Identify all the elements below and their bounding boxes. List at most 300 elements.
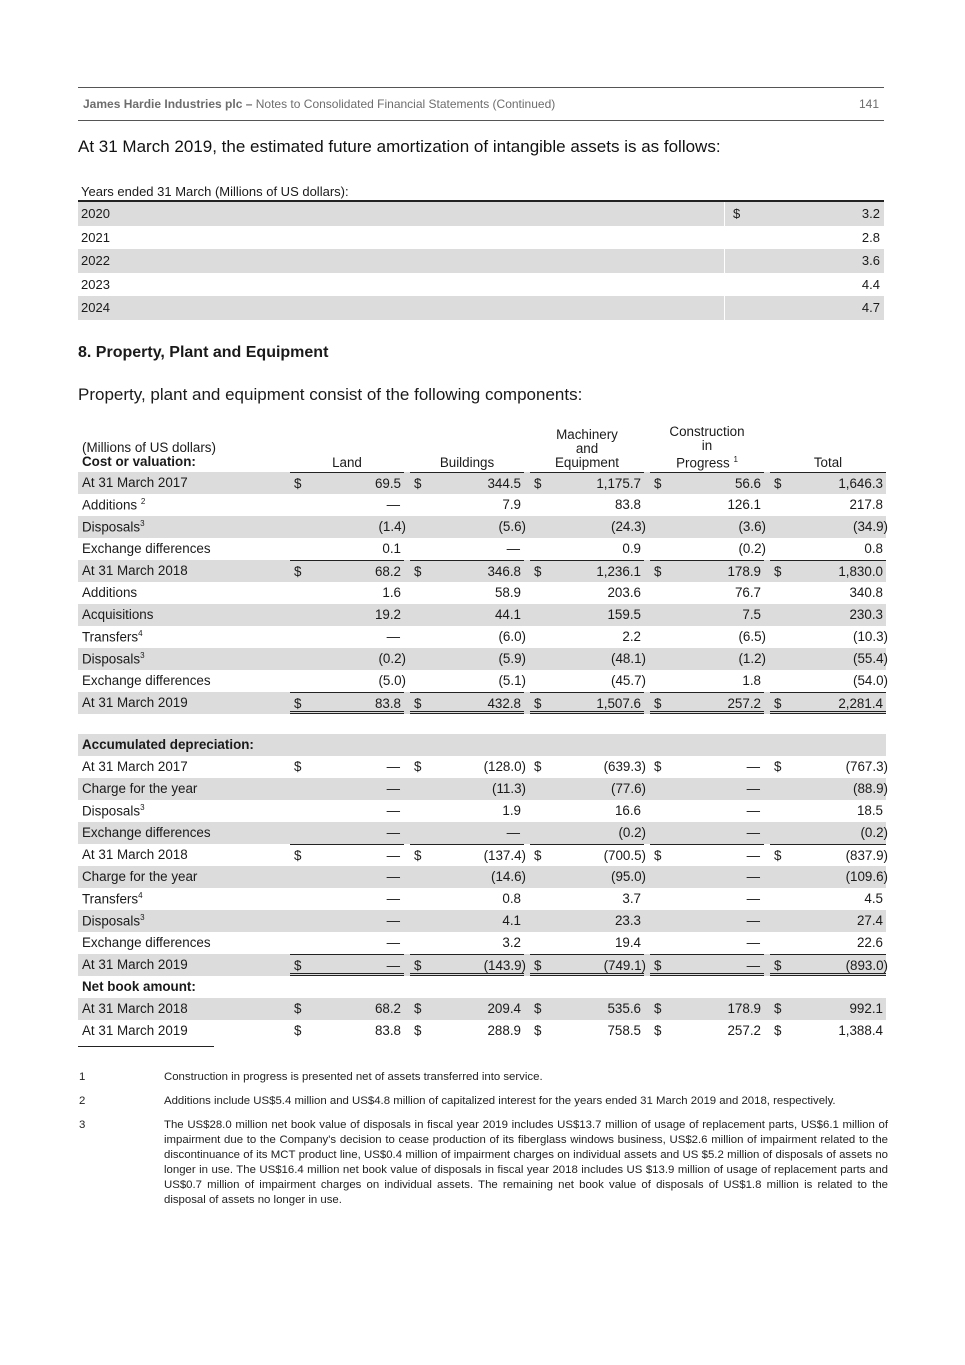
row-label bbox=[82, 651, 145, 666]
value-cell bbox=[770, 910, 886, 932]
value-cell bbox=[290, 648, 404, 670]
value-cell bbox=[410, 582, 524, 604]
header-subtitle: Notes to Consolidated Financial Statements (Continued) bbox=[255, 97, 556, 111]
value-cell bbox=[650, 538, 764, 560]
amount-value: 1,236.1 bbox=[596, 564, 641, 579]
table-row bbox=[78, 648, 886, 670]
table-row bbox=[78, 778, 886, 800]
value-cell bbox=[770, 670, 886, 692]
footnote-text: Construction in progress is presented net of assets transferred into service. bbox=[164, 1071, 543, 1083]
amount-value: (5.6) bbox=[498, 519, 526, 534]
amount-value: (1.2) bbox=[738, 651, 766, 666]
amount-value: 68.2 bbox=[374, 1001, 401, 1016]
amount-value: (6.5) bbox=[738, 629, 766, 644]
amount-value: (24.3) bbox=[611, 519, 646, 534]
value-cell bbox=[410, 604, 524, 626]
amount-value: 288.9 bbox=[487, 1023, 521, 1038]
table-row bbox=[78, 582, 886, 604]
row-label bbox=[82, 475, 188, 490]
amount-value: 2.2 bbox=[622, 629, 641, 644]
row-label-text: At 31 March 2018 bbox=[82, 1001, 188, 1016]
value-cell bbox=[650, 756, 764, 778]
amount-value: — bbox=[386, 935, 400, 950]
row-label-text: Acquisitions bbox=[82, 607, 154, 622]
row-label-text: Exchange differences bbox=[82, 541, 211, 556]
amount-value: 0.1 bbox=[382, 541, 401, 556]
running-header bbox=[78, 87, 884, 121]
currency-symbol: $ bbox=[534, 848, 542, 863]
row-label bbox=[82, 825, 211, 840]
row-label-text: Exchange differences bbox=[82, 935, 211, 950]
value-cell bbox=[530, 472, 644, 494]
value-cell bbox=[290, 844, 404, 866]
amount-value: 19.4 bbox=[614, 935, 641, 950]
value-cell bbox=[290, 692, 404, 714]
value-cell bbox=[770, 844, 886, 866]
row-label bbox=[82, 497, 145, 512]
amount-value: 4.4 bbox=[861, 276, 880, 292]
amortization-table bbox=[78, 182, 884, 320]
amount-value: — bbox=[386, 629, 400, 644]
row-label bbox=[82, 869, 197, 884]
value-cell bbox=[530, 910, 644, 932]
amount-value: (0.2) bbox=[860, 825, 888, 840]
amount-value: (0.2) bbox=[378, 651, 406, 666]
value-cell bbox=[770, 560, 886, 582]
value-cell bbox=[770, 778, 886, 800]
value-cell bbox=[410, 800, 524, 822]
value-cell bbox=[530, 560, 644, 582]
amount-value: — bbox=[506, 825, 520, 840]
amortization-row bbox=[78, 226, 884, 250]
currency-symbol: $ bbox=[774, 1023, 782, 1038]
footnote-ref: 4 bbox=[138, 629, 143, 638]
value-cell bbox=[410, 954, 524, 976]
amount-value: 1,830.0 bbox=[838, 564, 883, 579]
value-cell bbox=[650, 560, 764, 582]
amount-value: 3.2 bbox=[502, 935, 521, 950]
table-row bbox=[78, 626, 886, 648]
row-label-text: Disposals bbox=[82, 651, 141, 667]
amount-value: — bbox=[386, 497, 400, 512]
value-cell bbox=[290, 560, 404, 582]
amount-value: 7.9 bbox=[502, 497, 521, 512]
row-label bbox=[82, 759, 188, 774]
amount-value: (5.0) bbox=[378, 673, 406, 688]
value-cell bbox=[650, 778, 764, 800]
currency-symbol: $ bbox=[294, 958, 302, 973]
amortization-row bbox=[78, 202, 884, 226]
amount-value: 2.8 bbox=[861, 229, 880, 245]
currency-symbol: $ bbox=[294, 476, 302, 491]
amount-value: 432.8 bbox=[487, 696, 521, 711]
value-cell bbox=[290, 888, 404, 910]
value-cell bbox=[770, 516, 886, 538]
amount-value: 257.2 bbox=[727, 1023, 761, 1038]
currency-symbol: $ bbox=[294, 759, 302, 774]
value-cell bbox=[290, 932, 404, 954]
footnote bbox=[78, 1094, 888, 1109]
amount-value: (639.3) bbox=[603, 759, 646, 774]
table-row bbox=[78, 822, 886, 844]
amount-value: 3.7 bbox=[622, 891, 641, 906]
amount-value: 230.3 bbox=[849, 607, 883, 622]
amount-value: 2,281.4 bbox=[838, 696, 883, 711]
currency-symbol: $ bbox=[733, 206, 741, 222]
amount-value: (45.7) bbox=[611, 673, 646, 688]
value-cell bbox=[650, 932, 764, 954]
currency-symbol: $ bbox=[414, 476, 422, 491]
row-label-text: Accumulated depreciation: bbox=[82, 737, 254, 752]
amount-value: 126.1 bbox=[727, 497, 761, 512]
currency-symbol: $ bbox=[534, 696, 542, 711]
table-row bbox=[78, 800, 886, 822]
footnote bbox=[78, 1118, 888, 1208]
footnote-number: 1 bbox=[79, 1071, 86, 1083]
table-row bbox=[78, 910, 886, 932]
value-cell bbox=[650, 844, 764, 866]
amount-value: (48.1) bbox=[611, 651, 646, 666]
value-cell bbox=[290, 582, 404, 604]
row-label-text: Net book amount: bbox=[82, 979, 196, 994]
currency-symbol: $ bbox=[294, 1001, 302, 1016]
column-divider bbox=[724, 273, 725, 297]
currency-symbol: $ bbox=[654, 759, 662, 774]
column-header-line: Construction bbox=[669, 423, 745, 439]
column-header-line: Buildings bbox=[439, 455, 495, 470]
currency-symbol: $ bbox=[774, 476, 782, 491]
amount-value: 1.9 bbox=[502, 803, 521, 818]
row-label-text: At 31 March 2017 bbox=[82, 759, 188, 774]
value-cell bbox=[770, 538, 886, 560]
currency-symbol: $ bbox=[534, 759, 542, 774]
amount-value: 0.8 bbox=[502, 891, 521, 906]
column-divider bbox=[724, 296, 725, 320]
value-cell bbox=[410, 626, 524, 648]
value-cell bbox=[290, 998, 404, 1020]
row-label-text: Charge for the year bbox=[82, 781, 198, 796]
currency-symbol: $ bbox=[534, 476, 542, 491]
value-cell bbox=[410, 472, 524, 494]
amount-value: — bbox=[386, 848, 400, 863]
value-cell bbox=[530, 538, 644, 560]
amortization-intro: At 31 March 2019, the estimated future amortization of intangible assets is as follows: bbox=[78, 137, 721, 156]
value-cell bbox=[650, 954, 764, 976]
value-cell bbox=[530, 932, 644, 954]
value-cell bbox=[530, 692, 644, 714]
section-title: 8. Property, Plant and Equipment bbox=[78, 344, 329, 361]
row-label-text: Exchange differences bbox=[82, 673, 211, 688]
footnote-ref: 2 bbox=[140, 497, 146, 506]
value-cell bbox=[770, 756, 886, 778]
amount-value: 16.6 bbox=[614, 803, 641, 818]
value-cell bbox=[410, 648, 524, 670]
value-cell bbox=[650, 626, 764, 648]
value-cell bbox=[410, 866, 524, 888]
amount-value: 56.6 bbox=[734, 476, 761, 491]
row-label bbox=[82, 957, 188, 972]
amount-value: 203.6 bbox=[607, 585, 641, 600]
table-row bbox=[78, 756, 886, 778]
value-cell bbox=[290, 954, 404, 976]
table-row bbox=[78, 538, 886, 560]
page-number: 141 bbox=[858, 97, 879, 111]
amount-value: (749.1) bbox=[603, 958, 646, 973]
table-row bbox=[78, 932, 886, 954]
section-heading-row bbox=[78, 734, 886, 756]
row-label bbox=[82, 803, 145, 818]
amount-value: — bbox=[746, 891, 760, 906]
currency-symbol: $ bbox=[654, 1023, 662, 1038]
amount-value: — bbox=[386, 781, 400, 796]
row-label-text: At 31 March 2018 bbox=[82, 847, 188, 862]
currency-symbol: $ bbox=[294, 848, 302, 863]
currency-symbol: $ bbox=[294, 696, 302, 711]
amount-value: 83.8 bbox=[374, 1023, 401, 1038]
table-row bbox=[78, 888, 886, 910]
amount-value: (837.9) bbox=[845, 848, 888, 863]
value-cell bbox=[770, 494, 886, 516]
amount-value: 346.8 bbox=[487, 564, 521, 579]
currency-symbol: $ bbox=[774, 564, 782, 579]
row-label bbox=[82, 737, 254, 752]
value-cell bbox=[290, 800, 404, 822]
currency-symbol: $ bbox=[774, 848, 782, 863]
year-label: 2020 bbox=[81, 206, 110, 222]
row-label bbox=[82, 695, 188, 710]
amount-value: 257.2 bbox=[727, 696, 761, 711]
footnote-text: The US$28.0 million net book value of disposals in fiscal year 2019 includes US$13.7 million of usage of replacement parts, US$6.1 million of impairment due to the Company's decision to cease production of its fiberglass windows business, US$2.6 million of impairment related to the discontinuance of its MCT product line, US$0.4 million of impairment charges on individual assets and US $5.2 million of disposals of assets no longer in use. The US$16.4 million net book value of disposals in fiscal year 2018 includes US $13.9 million of usage of replacement parts and US$0.7 million of impairment charges on individual assets. The remaining net book value of disposals of US$1.8 million is related to the disposal of assets no longer in use. bbox=[164, 1119, 888, 1206]
column-header bbox=[290, 456, 404, 470]
table-row bbox=[78, 866, 886, 888]
amount-value: 76.7 bbox=[734, 585, 761, 600]
row-label bbox=[82, 541, 211, 556]
column-divider bbox=[724, 202, 725, 226]
amount-value: — bbox=[386, 759, 400, 774]
value-cell bbox=[290, 756, 404, 778]
row-label bbox=[82, 913, 145, 928]
amount-value: (143.9) bbox=[483, 958, 526, 973]
amount-value: 18.5 bbox=[856, 803, 883, 818]
currency-symbol: $ bbox=[534, 958, 542, 973]
amount-value: 69.5 bbox=[374, 476, 401, 491]
value-cell bbox=[770, 954, 886, 976]
value-cell bbox=[410, 1020, 524, 1042]
footnote-rule bbox=[78, 1046, 214, 1047]
amount-value: 83.8 bbox=[614, 497, 641, 512]
value-cell bbox=[530, 888, 644, 910]
footnote-ref: 3 bbox=[140, 913, 145, 922]
ppe-table bbox=[78, 424, 886, 1042]
value-cell bbox=[650, 888, 764, 910]
value-cell bbox=[530, 1020, 644, 1042]
amount-value: — bbox=[386, 891, 400, 906]
value-cell bbox=[530, 516, 644, 538]
row-label bbox=[82, 1001, 188, 1016]
row-label bbox=[82, 935, 211, 950]
amount-value: 68.2 bbox=[374, 564, 401, 579]
amount-value: (893.0) bbox=[845, 958, 888, 973]
value-cell bbox=[650, 822, 764, 844]
row-label-text: At 31 March 2018 bbox=[82, 563, 188, 578]
row-label bbox=[82, 1023, 188, 1038]
amount-value: 4.7 bbox=[861, 300, 880, 316]
amount-value: 178.9 bbox=[727, 1001, 761, 1016]
row-label bbox=[82, 607, 153, 622]
value-cell bbox=[650, 692, 764, 714]
value-cell bbox=[410, 560, 524, 582]
currency-symbol: $ bbox=[654, 848, 662, 863]
value-cell bbox=[410, 910, 524, 932]
amount-value: 4.1 bbox=[502, 913, 521, 928]
value-cell bbox=[770, 626, 886, 648]
currency-symbol: $ bbox=[414, 759, 422, 774]
amount-value: (95.0) bbox=[611, 869, 646, 884]
value-cell bbox=[290, 778, 404, 800]
amount-value: — bbox=[386, 958, 400, 973]
amount-value: — bbox=[746, 781, 760, 796]
value-cell bbox=[290, 494, 404, 516]
footnote-text: Additions include US$5.4 million and US$4.8 million of capitalized interest for the years ended 31 March 2019 and 2018, respectively. bbox=[164, 1095, 836, 1107]
amount-value: (3.6) bbox=[738, 519, 766, 534]
amount-value: 19.2 bbox=[374, 607, 401, 622]
currency-symbol: $ bbox=[654, 564, 662, 579]
currency-symbol: $ bbox=[654, 1001, 662, 1016]
footnote-number: 3 bbox=[79, 1119, 86, 1131]
value-cell bbox=[410, 822, 524, 844]
company-name: James Hardie Industries plc – bbox=[83, 97, 253, 111]
amortization-row bbox=[78, 296, 884, 320]
value-cell bbox=[650, 582, 764, 604]
value-cell bbox=[650, 910, 764, 932]
value-cell bbox=[410, 538, 524, 560]
amount-value: — bbox=[746, 803, 760, 818]
cost-heading: Cost or valuation: bbox=[82, 454, 196, 469]
currency-symbol: $ bbox=[774, 759, 782, 774]
value-cell bbox=[530, 800, 644, 822]
amount-value: — bbox=[386, 825, 400, 840]
currency-symbol: $ bbox=[414, 958, 422, 973]
row-label-text: At 31 March 2019 bbox=[82, 1023, 188, 1038]
amortization-row bbox=[78, 249, 884, 273]
value-cell bbox=[530, 670, 644, 692]
amount-value: (5.9) bbox=[498, 651, 526, 666]
row-label-text: Transfers bbox=[82, 891, 139, 907]
value-cell bbox=[650, 1020, 764, 1042]
table-row bbox=[78, 692, 886, 714]
value-cell bbox=[770, 648, 886, 670]
row-label bbox=[82, 519, 145, 534]
row-label-text: At 31 March 2019 bbox=[82, 957, 188, 972]
value-cell bbox=[650, 670, 764, 692]
currency-symbol: $ bbox=[774, 696, 782, 711]
amount-value: 22.6 bbox=[856, 935, 883, 950]
amount-value: 217.8 bbox=[849, 497, 883, 512]
value-cell bbox=[770, 472, 886, 494]
row-label-text: Disposals bbox=[82, 519, 141, 535]
amount-value: (54.0) bbox=[853, 673, 888, 688]
row-label-text: At 31 March 2017 bbox=[82, 475, 188, 490]
value-cell bbox=[650, 472, 764, 494]
footnote-ref: 3 bbox=[140, 519, 145, 528]
currency-symbol: $ bbox=[294, 564, 302, 579]
amount-value: 1,646.3 bbox=[838, 476, 883, 491]
currency-symbol: $ bbox=[654, 958, 662, 973]
footnote-ref: 1 bbox=[733, 454, 738, 464]
amount-value: (1.4) bbox=[378, 519, 406, 534]
row-label bbox=[82, 781, 197, 796]
amount-value: 4.5 bbox=[864, 891, 883, 906]
footnote bbox=[78, 1070, 888, 1085]
column-header bbox=[770, 456, 886, 470]
amount-value: (6.0) bbox=[498, 629, 526, 644]
table-row bbox=[78, 670, 886, 692]
row-label-text: Transfers bbox=[82, 629, 139, 645]
value-cell bbox=[410, 670, 524, 692]
value-cell bbox=[530, 778, 644, 800]
value-cell bbox=[410, 692, 524, 714]
units-label: (Millions of US dollars) bbox=[82, 440, 216, 455]
amount-value: 209.4 bbox=[487, 1001, 521, 1016]
value-cell bbox=[530, 582, 644, 604]
value-cell bbox=[530, 844, 644, 866]
row-label-text: At 31 March 2019 bbox=[82, 695, 188, 710]
amount-value: (109.6) bbox=[845, 869, 888, 884]
table-row bbox=[78, 1020, 886, 1042]
row-label bbox=[82, 979, 196, 994]
value-cell bbox=[770, 692, 886, 714]
currency-symbol: $ bbox=[414, 1023, 422, 1038]
section-heading-row bbox=[78, 976, 886, 998]
value-cell bbox=[530, 822, 644, 844]
value-cell bbox=[530, 494, 644, 516]
amount-value: 1.8 bbox=[742, 673, 761, 688]
ppe-table-header bbox=[78, 424, 886, 472]
value-cell bbox=[410, 516, 524, 538]
column-header-line: Land bbox=[332, 455, 362, 470]
currency-symbol: $ bbox=[774, 958, 782, 973]
row-label-text: Disposals bbox=[82, 803, 141, 819]
value-cell bbox=[650, 648, 764, 670]
amount-value: (5.1) bbox=[498, 673, 526, 688]
table-row bbox=[78, 494, 886, 516]
amount-value: (128.0) bbox=[483, 759, 526, 774]
amount-value: — bbox=[386, 803, 400, 818]
amount-value: 0.9 bbox=[622, 541, 641, 556]
amount-value: 0.8 bbox=[864, 541, 883, 556]
value-cell bbox=[290, 670, 404, 692]
amount-value: (0.2) bbox=[618, 825, 646, 840]
value-cell bbox=[770, 604, 886, 626]
currency-symbol: $ bbox=[414, 696, 422, 711]
currency-symbol: $ bbox=[654, 476, 662, 491]
column-header-line: Total bbox=[813, 455, 843, 470]
value-cell bbox=[530, 866, 644, 888]
amount-value: (0.2) bbox=[738, 541, 766, 556]
value-cell bbox=[290, 822, 404, 844]
amount-value: (88.9) bbox=[853, 781, 888, 796]
value-cell bbox=[410, 778, 524, 800]
amortization-caption: Years ended 31 March (Millions of US dollars): bbox=[78, 182, 884, 202]
column-header bbox=[410, 456, 524, 470]
spacer-row bbox=[78, 714, 886, 734]
value-cell bbox=[650, 604, 764, 626]
year-label: 2022 bbox=[81, 253, 110, 269]
value-cell bbox=[530, 604, 644, 626]
value-cell bbox=[770, 822, 886, 844]
column-header-line: and bbox=[575, 441, 599, 456]
section-intro: Property, plant and equipment consist of the following components: bbox=[78, 385, 583, 404]
